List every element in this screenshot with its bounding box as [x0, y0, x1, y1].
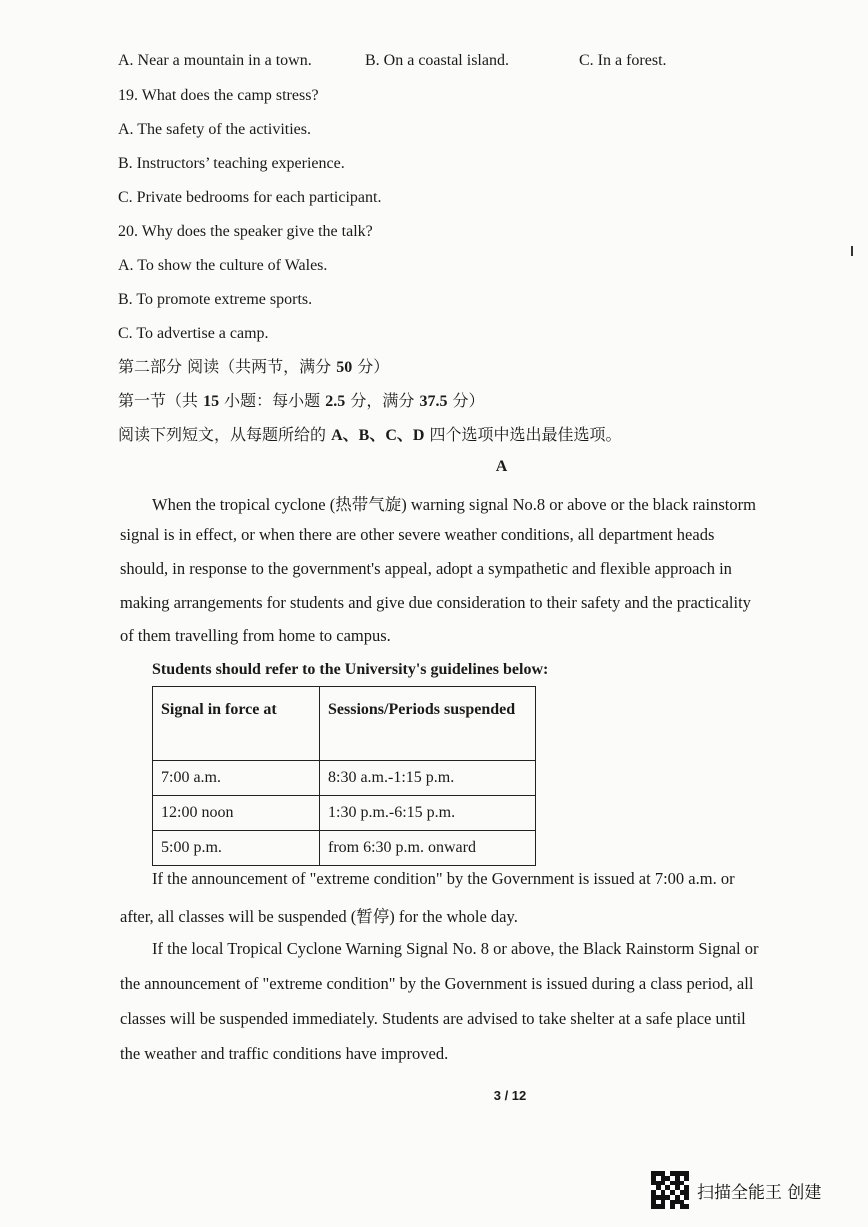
guideline-heading: Students should refer to the University's guidelines below: [152, 661, 549, 678]
paragraph-2-line: If the announcement of "extreme condition" by the Government is issued at 7:00 a.m. or [152, 869, 735, 888]
q18-option-a: A. Near a mountain in a town. [118, 52, 312, 69]
q19-question: 19. What does the camp stress? [118, 87, 319, 104]
q19-option-a: A. The safety of the activities. [118, 121, 311, 138]
paragraph-1-line: signal is in effect, or when there are other severe weather conditions, all department heads [120, 525, 715, 544]
table-header-cell: Signal in force at [153, 687, 320, 761]
paragraph-3-line: the weather and traffic conditions have improved. [120, 1044, 449, 1063]
page-number: 3 / 12 [493, 1088, 527, 1103]
q18-option-c: C. In a forest. [579, 52, 667, 69]
paragraph-1-line: When the tropical cyclone (热带气旋) warning signal No.8 or above or the black rainstorm [152, 495, 756, 514]
guideline-table [152, 686, 536, 866]
scanner-watermark [651, 1170, 821, 1210]
table-header-cell: Sessions/Periods suspended [320, 687, 536, 761]
section2-instruction: 阅读下列短文，从每题所给的 A、B、C、D 四个选项中选出最佳选项。 [118, 425, 622, 444]
table-cell: 8:30 a.m.-1:15 p.m. [320, 761, 536, 796]
paragraph-3-line: the announcement of "extreme condition" by the Government is issued during a class period, all [120, 974, 754, 993]
table-row [153, 831, 536, 866]
table-cell: 1:30 p.m.-6:15 p.m. [320, 796, 536, 831]
q20-option-a: A. To show the culture of Wales. [118, 257, 328, 274]
table-row [153, 761, 536, 796]
scan-edge-mark [851, 246, 853, 256]
table-cell: from 6:30 p.m. onward [320, 831, 536, 866]
scanner-label: 扫描全能王 创建 [697, 1182, 822, 1203]
q18-option-b: B. On a coastal island. [365, 52, 509, 69]
section2-title: 第二部分 阅读（共两节，满分 50 分） [118, 357, 390, 376]
table-cell: 5:00 p.m. [153, 831, 320, 866]
q19-option-c: C. Private bedrooms for each participant. [118, 189, 382, 206]
qr-code-icon [651, 1171, 689, 1209]
section2-subtitle: 第一节（共 15 小题：每小题 2.5 分，满分 37.5 分） [118, 391, 485, 410]
q20-question: 20. Why does the speaker give the talk? [118, 223, 373, 240]
paragraph-3-line: If the local Tropical Cyclone Warning Signal No. 8 or above, the Black Rainstorm Signal or [152, 939, 759, 958]
table-row [153, 796, 536, 831]
passage-label: A [495, 458, 508, 475]
table-cell: 7:00 a.m. [153, 761, 320, 796]
q19-option-b: B. Instructors’ teaching experience. [118, 155, 345, 172]
paragraph-2-line: after, all classes will be suspended (暂停) for the whole day. [120, 907, 518, 926]
q20-option-c: C. To advertise a camp. [118, 325, 269, 342]
table-header-row [153, 687, 536, 761]
paragraph-1-line: of them travelling from home to campus. [120, 626, 391, 645]
paragraph-3-line: classes will be suspended immediately. Students are advised to take shelter at a safe place until [120, 1009, 746, 1028]
paragraph-1-line: making arrangements for students and give due consideration to their safety and the practicality [120, 593, 751, 612]
q20-option-b: B. To promote extreme sports. [118, 291, 313, 308]
paragraph-1-line: should, in response to the government's appeal, adopt a sympathetic and flexible approach in [120, 559, 732, 578]
table-cell: 12:00 noon [153, 796, 320, 831]
